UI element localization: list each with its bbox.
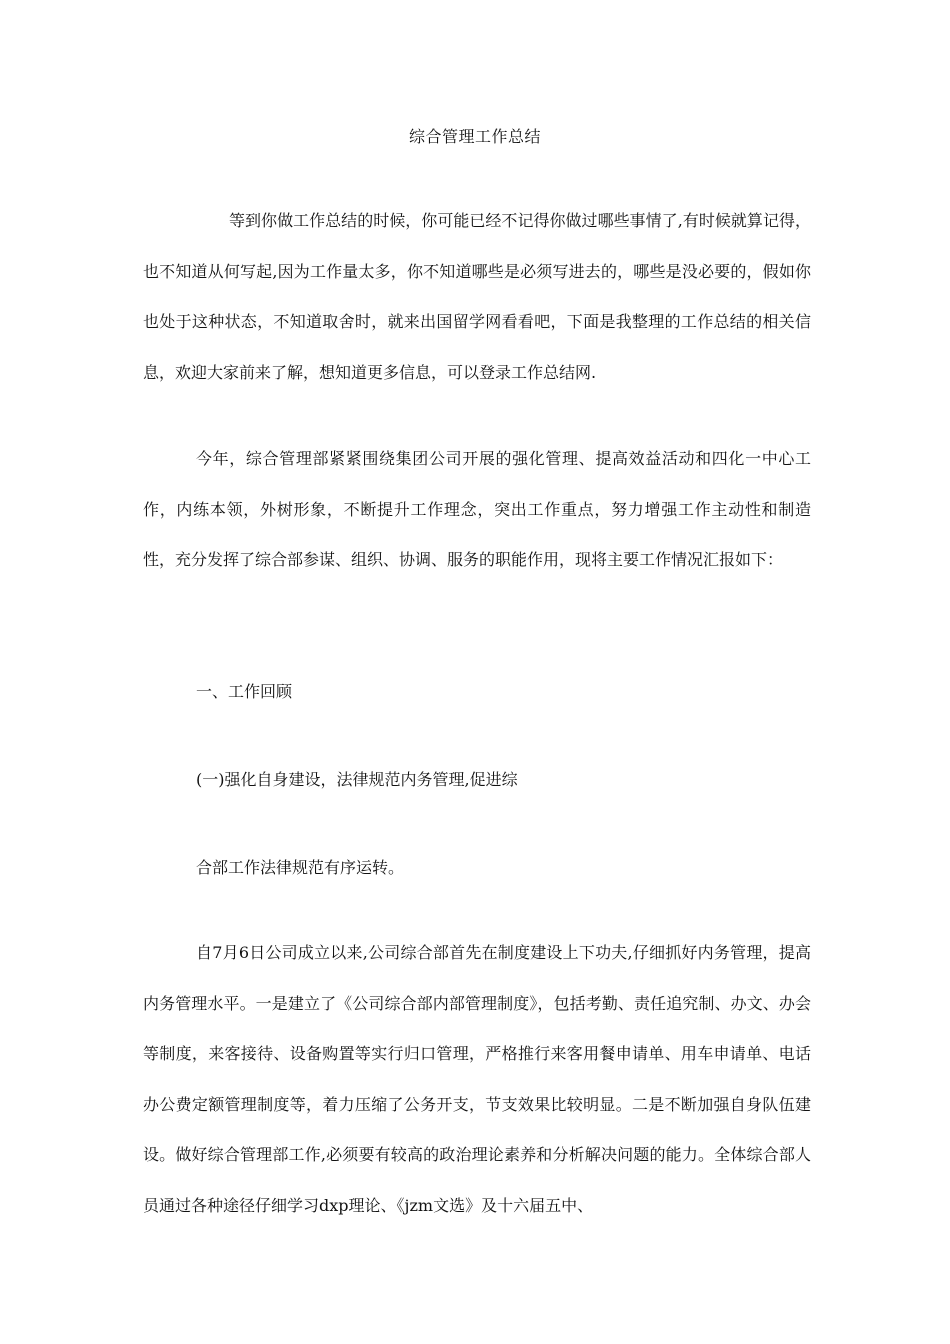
document-title: 综合管理工作总结	[408, 127, 541, 146]
overview-paragraph: 今年，综合管理部紧紧围绕集团公司开展的强化管理、提高效益活动和四化一中心工作，内练本领，外树形象，不断提升工作理念，突出工作重点，努力增强工作主动性和制造性，充分发挥了综合部参谋、组织、协调、服务的职能作用，现将主要工作情况汇报如下：	[143, 449, 811, 569]
subsection-heading-continued: 合部工作法律规范有序运转。	[196, 858, 405, 877]
intro-paragraph: 等到你做工作总结的时候，你可能已经不记得你做过哪些事情了,有时候就算记得，也不知道从何写起,因为工作量太多，你不知道哪些是必须写进去的，哪些是没必要的，假如你也处于这种状态，不知道取舍时，就来出国留学网看看吧，下面是我整理的工作总结的相关信息，欢迎大家前来了解，想知道更多信息，可以登录工作总结网.	[143, 211, 811, 382]
body-paragraph: 自7月6日公司成立以来,公司综合部首先在制度建设上下功夫,仔细抓好内务管理，提高内务管理水平。一是建立了《公司综合部内部管理制度》，包括考勤、责任追究制、办文、办会等制度，来客接待、设备购置等实行归口管理，严格推行来客用餐申请单、用车申请单、电话办公费定额管理制度等，着力压缩了公务开支，节支效果比较明显。二是不断加强自身队伍建设。做好综合管理部工作,必须要有较高的政治理论素养和分析解决问题的能力。全体综合部人员通过各种途径仔细学习dxp理论、《jzm文选》及十六届五中、	[143, 943, 811, 1215]
section-heading: 一、工作回顾	[196, 682, 293, 701]
subsection-heading: (一)强化自身建设，法律规范内务管理,促进综	[196, 770, 518, 789]
